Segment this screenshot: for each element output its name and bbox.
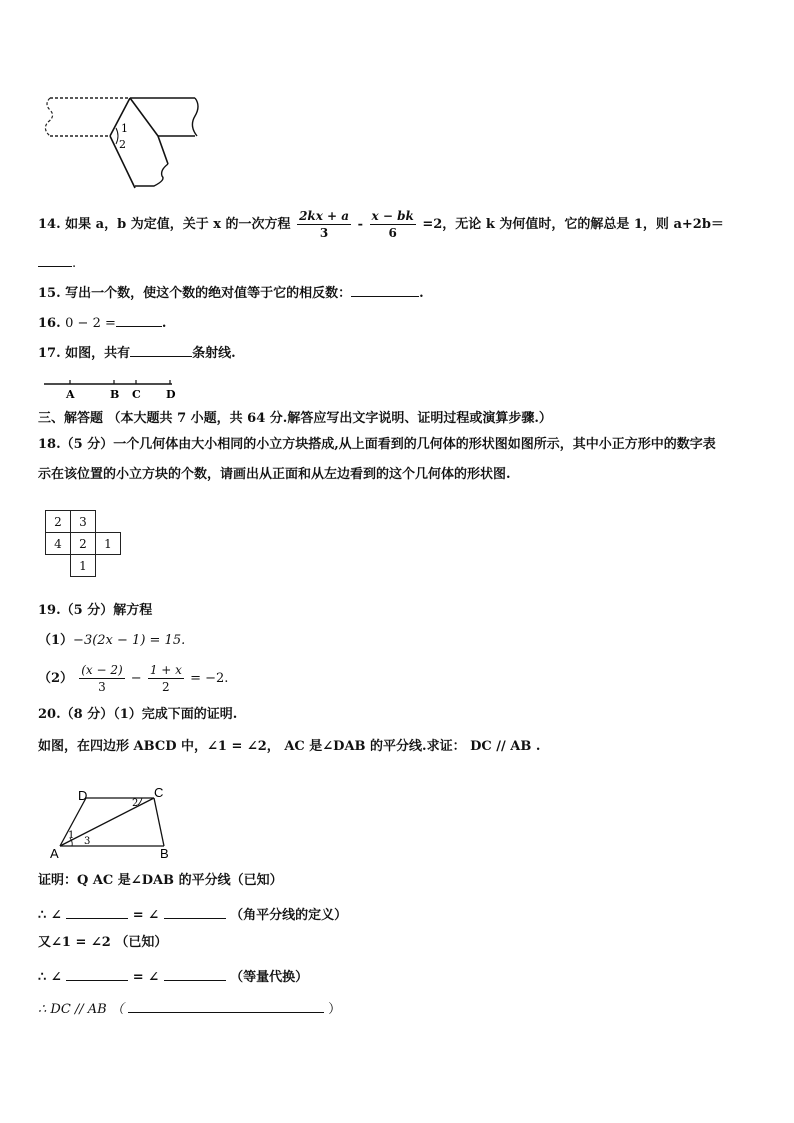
q19-frac1-numerator: (x − 2) xyxy=(81,663,123,677)
grid-row xyxy=(46,511,121,533)
question-19 xyxy=(38,602,152,620)
angle-2-label: 2 xyxy=(119,138,126,151)
section-3-title: 三、解答题 xyxy=(38,411,104,426)
q20-statement-text: 如图，在四边形 ABCD 中，∠1 = ∠2， AC 是∠DAB 的平分线.求证： DC // AB . xyxy=(38,739,541,754)
q17-text2: 条射线. xyxy=(192,346,236,361)
q17-text1: 如图，共有 xyxy=(65,346,131,361)
q14-frac2-denominator: 6 xyxy=(388,226,397,240)
grid-cell: 1 xyxy=(96,533,121,555)
q14-frac1-numerator: 2kx + a xyxy=(299,209,350,223)
q19-part2-fraction-1 xyxy=(79,662,124,695)
q20-statement xyxy=(38,738,540,756)
question-17 xyxy=(38,342,236,363)
angle-1-label: 1 xyxy=(121,122,128,135)
point-d-label: D xyxy=(166,388,176,401)
q14-text1: 如果 a，b 为定值，关于 x 的一次方程 xyxy=(65,217,291,232)
q20-number: 20. xyxy=(38,707,61,722)
proof-line-3 xyxy=(38,934,167,952)
section-3-heading xyxy=(38,410,552,428)
proof-line-5-suffix: ） xyxy=(328,1002,342,1017)
grid-cell: 2 xyxy=(71,533,96,555)
proof-line-1-text: 证明：Q AC 是∠DAB 的平分线（已知） xyxy=(38,873,283,888)
proof-line-3-text: 又∠1 = ∠2 （已知） xyxy=(38,935,168,950)
q19-part2-label: （2） xyxy=(38,671,74,686)
proof-line-4-prefix: ∴ ∠ xyxy=(38,970,62,985)
q19-part1-label: （1） xyxy=(38,633,74,648)
vertex-a-label: A xyxy=(50,846,59,860)
q19-part2 xyxy=(38,662,228,695)
grid-cell-empty xyxy=(46,555,71,577)
proof-line-2-reason: （角平分线的定义） xyxy=(230,908,348,923)
q14-minus: - xyxy=(357,217,364,232)
proof-line-2-mid: = ∠ xyxy=(132,908,160,923)
grid-row xyxy=(46,555,121,577)
q19-part2-rest: = −2. xyxy=(190,671,229,686)
vertex-c-label: C xyxy=(154,785,164,800)
question-14 xyxy=(38,208,724,241)
q14-answer-line xyxy=(38,252,76,273)
q17-answer-blank[interactable] xyxy=(130,342,192,357)
angle-2-label: 2 xyxy=(132,798,139,809)
q19-number: 19. xyxy=(38,603,61,618)
q14-answer-blank[interactable] xyxy=(38,252,72,267)
vertex-d-label: D xyxy=(78,788,88,803)
proof-line-4-blank-1[interactable] xyxy=(66,966,128,981)
grid-cell: 4 xyxy=(46,533,71,555)
q15-text: 写出一个数，使这个数的绝对值等于它的相反数： xyxy=(65,286,352,301)
q14-fraction-2 xyxy=(370,208,416,241)
q19-frac2-denominator: 2 xyxy=(162,680,170,694)
proof-line-5-prefix: ∴ DC // AB （ xyxy=(38,1002,124,1017)
proof-line-4-mid: = ∠ xyxy=(132,970,160,985)
angle-3-label: 3 xyxy=(84,836,91,847)
grid-cell: 1 xyxy=(71,555,96,577)
proof-line-4-blank-2[interactable] xyxy=(164,966,226,981)
q19-title: （5 分）解方程 xyxy=(60,603,153,618)
angle-1-label: 1 xyxy=(68,830,75,841)
q15-answer-blank[interactable] xyxy=(351,282,419,297)
ray-points-figure xyxy=(40,374,180,404)
q19-part2-minus: − xyxy=(130,671,142,686)
vertex-b-label: B xyxy=(160,846,169,860)
q15-number: 15. xyxy=(38,286,61,301)
question-18-line2 xyxy=(38,466,511,484)
proof-line-2-prefix: ∴ ∠ xyxy=(38,908,62,923)
q19-part2-fraction-2 xyxy=(148,662,184,695)
proof-line-2 xyxy=(38,904,347,925)
proof-line-1 xyxy=(38,872,283,890)
quadrilateral-abcd-figure xyxy=(46,784,186,860)
q19-frac2-numerator: 1 + x xyxy=(149,663,182,677)
question-18-line1 xyxy=(38,436,716,454)
proof-line-2-blank-1[interactable] xyxy=(66,904,128,919)
point-c-label: C xyxy=(132,388,141,401)
grid-cell: 3 xyxy=(71,511,96,533)
proof-line-5-blank[interactable] xyxy=(128,998,324,1013)
point-a-label: A xyxy=(66,388,75,401)
q20-title: （8 分）（1）完成下面的证明. xyxy=(60,707,238,722)
q19-part1 xyxy=(38,632,185,650)
question-20 xyxy=(38,706,237,724)
q14-end: . xyxy=(72,256,77,271)
grid-cell-empty xyxy=(96,511,121,533)
q18-text-line2: 示在该位置的小立方块的个数，请画出从正面和从左边看到的这个几何体的形状图. xyxy=(38,467,511,482)
q16-expression: 0 − 2 = xyxy=(65,316,116,331)
top-view-grid xyxy=(45,510,121,577)
q16-number: 16. xyxy=(38,316,61,331)
section-3-note: （本大题共 7 小题，共 64 分.解答应写出文字说明、证明过程或演算步骤.） xyxy=(107,411,552,426)
grid-cell-empty xyxy=(96,555,121,577)
q18-number: 18. xyxy=(38,437,61,452)
proof-line-5 xyxy=(38,998,341,1019)
folded-strip-figure xyxy=(40,92,210,196)
question-15 xyxy=(38,282,424,303)
point-b-label: B xyxy=(110,388,120,401)
q16-answer-blank[interactable] xyxy=(116,312,162,327)
q15-end: . xyxy=(419,286,424,301)
q14-text2: =2，无论 k 为何值时，它的解总是 1，则 a+2b＝ xyxy=(422,217,724,232)
grid-row xyxy=(46,533,121,555)
q14-fraction-1 xyxy=(297,208,351,241)
proof-line-4 xyxy=(38,966,308,987)
proof-line-2-blank-2[interactable] xyxy=(164,904,226,919)
q18-text-line1: （5 分）一个几何体由大小相同的小立方块搭成,从上面看到的几何体的形状图如图所示，其中小正方形中的数字表 xyxy=(60,437,716,452)
question-16 xyxy=(38,312,166,333)
q17-number: 17. xyxy=(38,346,61,361)
grid-cell: 2 xyxy=(46,511,71,533)
q19-frac1-denominator: 3 xyxy=(98,680,106,694)
proof-line-4-reason: （等量代换） xyxy=(230,970,309,985)
q19-part1-equation: −3(2x − 1) = 15. xyxy=(73,633,186,648)
q14-frac1-denominator: 3 xyxy=(319,226,329,240)
q14-number: 14. xyxy=(38,217,61,232)
q14-frac2-numerator: x − bk xyxy=(371,209,414,223)
q16-end: . xyxy=(161,316,167,331)
